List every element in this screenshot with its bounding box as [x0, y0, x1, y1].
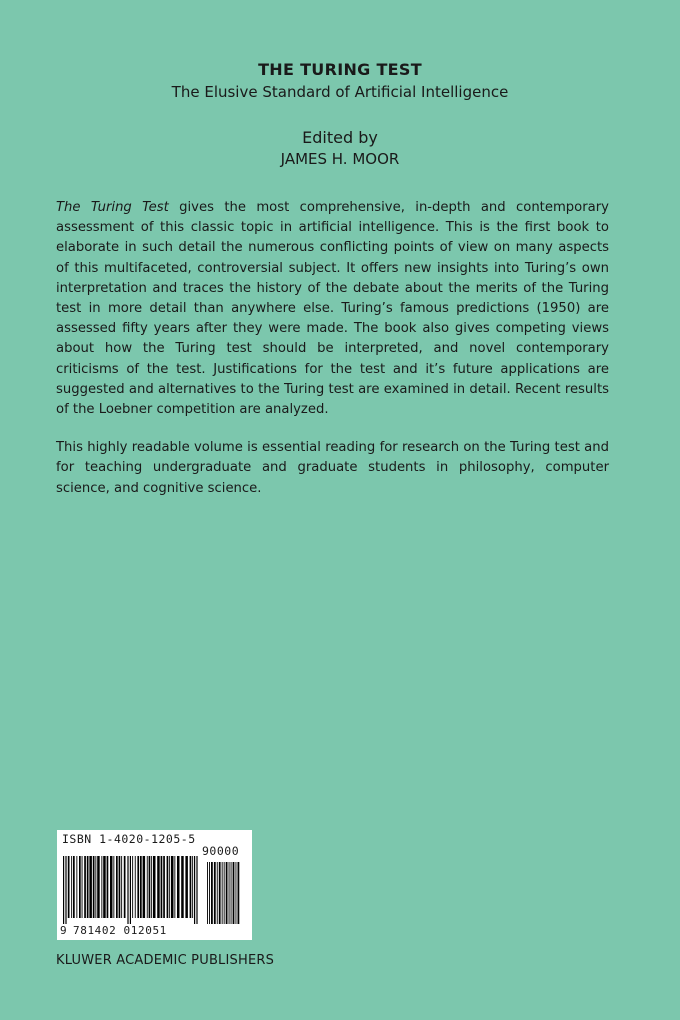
ean-number: 781402 012051 [73, 924, 167, 937]
isbn-label: ISBN 1-4020-1205-5 [62, 832, 196, 846]
blurb-paragraph-2: This highly readable volume is essential reading for research on the Turing test and for teaching undergraduate and graduate students in philosophy, computer science, and cognitive science. [56, 440, 609, 496]
blurb-paragraph-1-text: gives the most comprehensive, in-depth and contemporary assessment of this classic topic in artificial intelligence. This is the first book to elaborate in such detail the numerous conflicting points of view on many aspects of this multifaceted, controversial subject. It offers new insights into Turing’s own interpretation and traces the history of the debate about the merits of the Turing test in more detail than anywhere else. Turing’s famous predictions (1950) are assessed fifty years after they were made. The book also gives competing views about how the Turing test should be interpreted, and novel contemporary criticisms of the test. Justifications for the test and it’s future applications are suggested and alternatives to the Turing test are examined in detail. Recent results of the Loebner competition are analyzed. [56, 200, 609, 418]
publisher-name: KLUWER ACADEMIC PUBLISHERS [56, 953, 275, 968]
book-subtitle: The Elusive Standard of Artificial Intelligence [171, 83, 509, 101]
editor-name: JAMES H. MOOR [280, 150, 400, 168]
title-block [0, 60, 680, 101]
blurb-book-title: The Turing Test [56, 200, 169, 215]
book-title: THE TURING TEST [258, 60, 422, 79]
barcode-icon [61, 856, 248, 924]
price-code: 90000 [202, 844, 240, 858]
barcode-box [57, 830, 252, 940]
ean-first-digit: 9 [60, 924, 67, 937]
blurb-paragraph-1 [56, 198, 609, 420]
edited-by-label: Edited by [302, 128, 378, 147]
editor-block [0, 128, 680, 168]
blurb [56, 198, 609, 517]
